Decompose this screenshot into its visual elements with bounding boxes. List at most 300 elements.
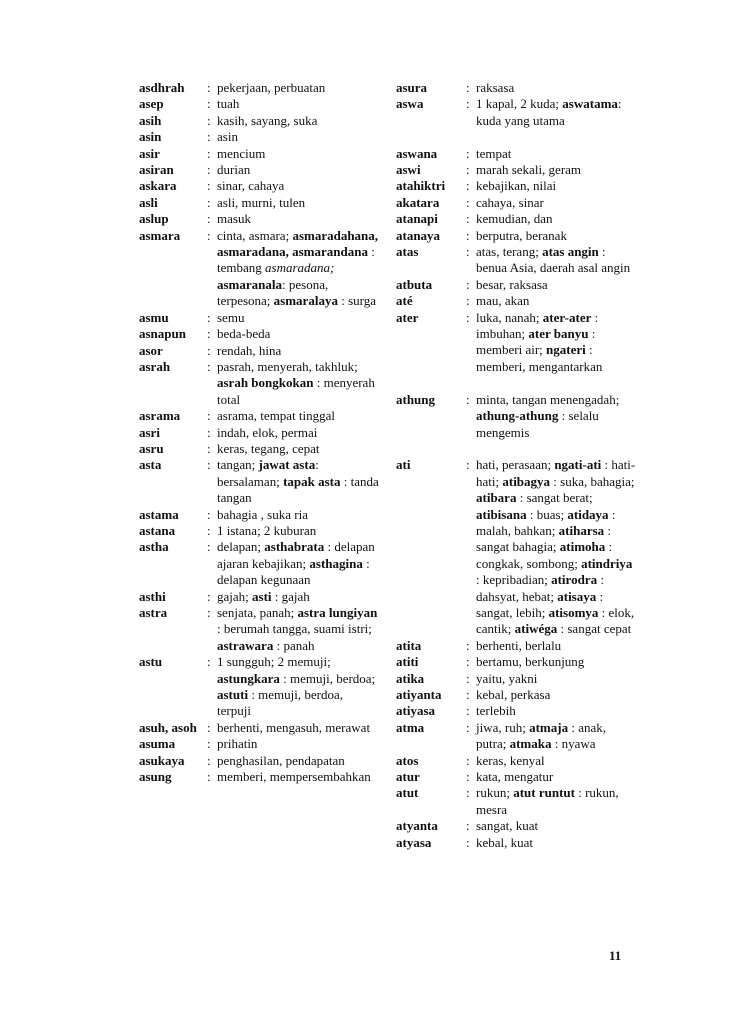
definition	[217, 507, 379, 523]
definition-text: : buas;	[526, 506, 568, 522]
derived-term: atisomya	[548, 604, 599, 620]
definition-text: tangan;	[217, 457, 259, 473]
derived-term: atibagya	[502, 473, 551, 489]
definition	[476, 753, 636, 769]
definition-text: jiwa, ruh;	[476, 719, 530, 735]
definition-text: pekerjaan, perbuatan	[217, 80, 326, 95]
separator-colon: :	[207, 736, 211, 752]
headword: astana	[139, 522, 176, 538]
dictionary-entry	[139, 326, 379, 342]
headword: asor	[139, 342, 163, 358]
headword: asdhrah	[139, 80, 185, 95]
definition-text: : delapan kegunaan	[217, 555, 370, 588]
headword: asep	[139, 96, 164, 112]
headword: aswa	[396, 96, 424, 112]
dictionary-entry	[396, 178, 636, 194]
dictionary-entry	[139, 457, 379, 506]
definition-text: kebal, kuat	[476, 834, 534, 850]
headword: asmu	[139, 309, 169, 325]
headword: aswi	[396, 162, 421, 178]
dictionary-entry	[396, 753, 636, 769]
definition-text: delapan;	[217, 539, 265, 555]
definition	[217, 457, 379, 506]
definition-text: atas, terang;	[476, 244, 543, 260]
separator-colon: :	[466, 227, 470, 243]
definition-text: : rukun, mesra	[476, 785, 619, 817]
dictionary-entry	[396, 244, 636, 277]
derived-term: atibara	[476, 490, 517, 506]
separator-colon: :	[466, 457, 470, 473]
definition	[476, 195, 636, 211]
dictionary-entry	[139, 753, 379, 769]
definition-text: asin	[217, 129, 238, 145]
definition	[217, 720, 379, 736]
definition-text: yaitu, yakni	[476, 670, 538, 686]
definition	[476, 96, 636, 129]
dictionary-entry	[396, 654, 636, 670]
left-column	[139, 80, 379, 785]
definition-text: berhenti, berlalu	[476, 637, 562, 653]
dictionary-entry	[396, 392, 636, 441]
derived-term: astra lungiyan	[297, 605, 378, 620]
headword: askara	[139, 178, 177, 194]
definition-text: bahagia , suka ria	[217, 506, 308, 522]
derived-term: atirodra	[551, 572, 598, 588]
derived-term: atimoha	[559, 539, 606, 555]
definition	[217, 769, 379, 785]
derived-term: astrawara	[217, 637, 274, 653]
separator-colon: :	[207, 588, 211, 604]
separator-colon: :	[207, 457, 211, 473]
headword: asura	[396, 80, 428, 95]
definition	[217, 310, 379, 326]
definition-text: tuah	[217, 96, 240, 112]
dictionary-entry	[396, 769, 636, 785]
definition	[476, 457, 636, 637]
headword: ati	[396, 457, 411, 473]
headword: asung	[139, 769, 172, 785]
derived-term: aswatama	[562, 96, 618, 112]
dictionary-entry	[139, 146, 379, 162]
separator-colon: :	[466, 670, 470, 686]
separator-colon: :	[207, 112, 211, 128]
dictionary-entry	[139, 228, 379, 310]
definition	[476, 277, 636, 293]
definition	[476, 178, 636, 194]
definition	[476, 211, 636, 227]
dictionary-entry	[396, 310, 636, 376]
definition-text: sinar, cahaya	[217, 178, 285, 194]
definition	[217, 441, 379, 457]
dictionary-entry	[396, 457, 636, 637]
separator-colon: :	[466, 276, 470, 292]
definition-text: : sangat cepat	[557, 621, 632, 637]
separator-colon: :	[466, 654, 470, 670]
definition	[217, 359, 379, 408]
definition	[217, 539, 379, 588]
dictionary-entry	[396, 687, 636, 703]
separator-colon: :	[466, 145, 470, 161]
headword: athung	[396, 391, 436, 407]
dictionary-entry	[139, 211, 379, 227]
derived-term: atidaya	[567, 506, 609, 522]
headword: atiti	[396, 654, 419, 670]
derived-term: athung-athung	[476, 408, 559, 424]
headword: asrama	[139, 408, 181, 424]
dictionary-entry	[396, 80, 636, 96]
headword: asir	[139, 145, 160, 161]
separator-colon: :	[466, 752, 470, 768]
definition-text: : berumah tangga, suami istri;	[217, 621, 372, 637]
derived-term: atas angin	[542, 244, 599, 260]
separator-colon: :	[466, 244, 470, 260]
headword: asta	[139, 457, 162, 473]
dictionary-entry	[139, 195, 379, 211]
definition-text: : memberi, mengantarkan	[476, 342, 603, 374]
definition-text: : anak, putra;	[476, 719, 606, 752]
definition-text: mencium	[217, 145, 266, 161]
definition-text: : suka, bahagia;	[550, 473, 635, 489]
separator-colon: :	[466, 194, 470, 210]
dictionary-entry	[396, 835, 636, 851]
definition-text: rendah, hina	[217, 342, 282, 358]
dictionary-entry	[139, 589, 379, 605]
definition	[476, 80, 636, 96]
definition-text: : kepribadian;	[476, 572, 552, 588]
separator-colon: :	[207, 440, 211, 456]
definition	[476, 835, 636, 851]
headword: asli	[139, 194, 158, 210]
definition-text: berputra, beranak	[476, 227, 567, 243]
headword: atita	[396, 637, 422, 653]
definition	[217, 425, 379, 441]
headword: aslup	[139, 211, 169, 227]
separator-colon: :	[207, 129, 211, 145]
definition	[217, 589, 379, 605]
definition-text: : hati-hati;	[476, 457, 636, 489]
definition-text: : memuji, berdoa, terpuji	[217, 687, 344, 719]
separator-colon: :	[207, 309, 211, 325]
dictionary-entry	[396, 293, 636, 309]
dictionary-entry	[139, 113, 379, 129]
dictionary-entry	[396, 211, 636, 227]
derived-term: asmaradahana, asmaradana, asmarandana	[217, 227, 379, 260]
derived-term: astungkara	[217, 670, 280, 686]
headword: asru	[139, 440, 164, 456]
definition-text: prihatin	[217, 736, 258, 752]
definition-text: kata, mengatur	[476, 769, 554, 785]
headword: atbuta	[396, 276, 433, 292]
headword: atiyanta	[396, 686, 442, 702]
definition	[217, 654, 379, 720]
separator-colon: :	[207, 342, 211, 358]
dictionary-entry	[396, 703, 636, 719]
headword: atyasa	[396, 834, 432, 850]
definition-text: : nyawa	[551, 736, 596, 752]
definition-text: : sangat bahagia;	[476, 522, 612, 555]
derived-term: atmaka	[509, 736, 552, 752]
dictionary-entry	[139, 507, 379, 523]
definition-text: : benua Asia, daerah asal angin	[476, 244, 631, 276]
headword: astama	[139, 506, 179, 522]
definition	[217, 96, 379, 112]
definition-text: marah sekali, geram	[476, 162, 582, 178]
separator-colon: :	[466, 293, 470, 309]
headword: asrah	[139, 358, 171, 374]
separator-colon: :	[207, 654, 211, 670]
dictionary-entry	[396, 277, 636, 293]
separator-colon: :	[466, 703, 470, 719]
definition-text: cahaya, sinar	[476, 194, 544, 210]
definition-text: : surga	[337, 293, 376, 309]
definition-text: rukun;	[476, 785, 514, 801]
separator-colon: :	[207, 506, 211, 522]
headword: atma	[396, 719, 425, 735]
dictionary-entry	[396, 785, 636, 818]
derived-term: atut runtut	[513, 785, 575, 801]
definition	[476, 818, 636, 834]
dictionary-entry	[139, 523, 379, 539]
separator-colon: :	[207, 769, 211, 785]
derived-term: atmaja	[529, 719, 569, 735]
headword: astu	[139, 654, 163, 670]
dictionary-entry	[139, 96, 379, 112]
separator-colon: :	[207, 424, 211, 440]
derived-term: tapak asta	[283, 473, 341, 489]
definition	[217, 162, 379, 178]
right-column	[396, 80, 636, 851]
definition	[476, 146, 636, 162]
headword: asnapun	[139, 326, 186, 342]
separator-colon: :	[466, 211, 470, 227]
definition-text: keras, tegang, cepat	[217, 440, 320, 456]
headword: asuma	[139, 736, 176, 752]
separator-colon: :	[466, 785, 470, 801]
headword: aswana	[396, 145, 438, 161]
dictionary-entry	[396, 146, 636, 162]
separator-colon: :	[207, 408, 211, 424]
definition-text: indah, elok, permai	[217, 424, 318, 440]
headword: asthi	[139, 588, 166, 604]
dictionary-entry	[139, 605, 379, 654]
definition	[217, 178, 379, 194]
definition-text: : tanda tangan	[217, 473, 379, 506]
derived-term: atisaya	[557, 588, 597, 604]
separator-colon: :	[466, 834, 470, 850]
separator-colon: :	[466, 80, 470, 95]
dictionary-entry	[396, 671, 636, 687]
dictionary-entry	[396, 162, 636, 178]
dictionary-entry	[139, 310, 379, 326]
headword: ater	[396, 309, 419, 325]
headword: atyanta	[396, 818, 438, 834]
derived-term: astuti	[217, 687, 249, 703]
definition	[217, 408, 379, 424]
headword: atiyasa	[396, 703, 435, 719]
dictionary-entry	[139, 539, 379, 588]
definition-text: penghasilan, pendapatan	[217, 752, 345, 768]
derived-term: atiwéga	[514, 621, 558, 637]
definition-text: senjata, panah;	[217, 605, 298, 620]
definition-text: asrama, tempat tinggal	[217, 408, 336, 424]
dictionary-entry	[139, 178, 379, 194]
definition-text: : kuda yang utama	[476, 96, 622, 128]
separator-colon: :	[466, 719, 470, 735]
definition-text: mau, akan	[476, 293, 530, 309]
derived-term: asthabrata	[264, 539, 325, 555]
definition-text: semu	[217, 309, 245, 325]
definition	[476, 785, 636, 818]
definition-text: 1 kapal, 2 kuda;	[476, 96, 563, 112]
separator-colon: :	[207, 719, 211, 735]
definition-text: kebal, perkasa	[476, 686, 551, 702]
definition	[476, 293, 636, 309]
dictionary-entry	[396, 195, 636, 211]
definition	[217, 80, 379, 96]
separator-colon: :	[207, 162, 211, 178]
separator-colon: :	[466, 637, 470, 653]
definition	[476, 720, 636, 753]
definition-text: asli, murni, tulen	[217, 194, 306, 210]
definition	[476, 310, 636, 376]
definition-text: beda-beda	[217, 326, 271, 342]
headword: asmara	[139, 227, 181, 243]
definition	[217, 605, 379, 654]
headword: asri	[139, 424, 160, 440]
separator-colon: :	[466, 769, 470, 785]
definition-text: : delapan ajaran kebajikan;	[217, 539, 375, 571]
dictionary-entry	[139, 769, 379, 785]
derived-term: asmaranala	[217, 276, 282, 292]
definition-text: masuk	[217, 211, 251, 227]
dictionary-entry	[139, 736, 379, 752]
separator-colon: :	[207, 178, 211, 194]
definition-text: terlebih	[476, 703, 516, 719]
definition	[476, 392, 636, 441]
definition-text: : elok, cantik;	[476, 604, 635, 637]
dictionary-entry	[396, 228, 636, 244]
derived-term: asti	[252, 588, 272, 604]
definition	[217, 753, 379, 769]
definition	[217, 343, 379, 359]
definition-text: : sangat, lebih;	[476, 588, 604, 620]
dictionary-entry	[139, 654, 379, 720]
definition-text: cinta, asmara;	[217, 227, 293, 243]
definition-text: kemudian, dan	[476, 211, 553, 227]
separator-colon: :	[207, 358, 211, 374]
separator-colon: :	[207, 194, 211, 210]
headword: asukaya	[139, 752, 185, 768]
definition	[476, 671, 636, 687]
definition-text: 1 sungguh; 2 memuji;	[217, 654, 331, 670]
definition-text: : imbuhan;	[476, 309, 599, 342]
derived-term: ngateri	[546, 342, 586, 358]
definition-text: : bersalaman;	[217, 457, 319, 489]
definition-text: : pesona, terpesona;	[217, 276, 329, 309]
headword: asuh, asoh	[139, 719, 197, 735]
derived-term: ater banyu	[528, 326, 589, 342]
derived-term: jawat asta	[258, 457, 316, 473]
dictionary-entry	[139, 425, 379, 441]
dictionary-entry	[139, 408, 379, 424]
headword: atanaya	[396, 227, 441, 243]
definition-text: : memberi air;	[476, 326, 596, 358]
separator-colon: :	[207, 211, 211, 227]
headword: atas	[396, 244, 419, 260]
headword: atut	[396, 785, 419, 801]
definition-text: tempat	[476, 145, 512, 161]
definition-text: hati, perasaan;	[476, 457, 555, 473]
dictionary-entry	[139, 129, 379, 145]
definition-text: : memuji, berdoa;	[279, 670, 376, 686]
definition-text: bertamu, berkunjung	[476, 654, 585, 670]
headword: atika	[396, 670, 425, 686]
dictionary-entry	[396, 720, 636, 753]
derived-term: atibisana	[476, 506, 527, 522]
dictionary-entry	[139, 359, 379, 408]
separator-colon: :	[207, 539, 211, 555]
headword: atahiktri	[396, 178, 446, 194]
definition-text: keras, kenyal	[476, 752, 545, 768]
derived-term: ngati-ati	[554, 457, 602, 473]
definition	[476, 244, 636, 277]
definition-text: memberi, mempersembahkan	[217, 769, 371, 785]
definition	[476, 638, 636, 654]
definition-text: durian	[217, 162, 251, 178]
headword: atur	[396, 769, 420, 785]
definition-text: : gajah	[271, 588, 310, 604]
headword: atanapi	[396, 211, 438, 227]
definition	[217, 195, 379, 211]
separator-colon: :	[466, 309, 470, 325]
definition-text: : sangat berat;	[516, 490, 593, 506]
separator-colon: :	[207, 605, 211, 620]
definition-text: : congkak, sombong;	[476, 539, 613, 571]
derived-term: asrah bongkokan	[217, 375, 314, 391]
definition	[476, 654, 636, 670]
separator-colon: :	[466, 178, 470, 194]
definition	[476, 769, 636, 785]
definition	[476, 228, 636, 244]
dictionary-entry	[396, 96, 636, 129]
separator-colon: :	[207, 96, 211, 112]
separator-colon: :	[207, 80, 211, 95]
definition	[476, 703, 636, 719]
dictionary-entry	[396, 818, 636, 834]
definition	[476, 687, 636, 703]
separator-colon: :	[207, 145, 211, 161]
separator-colon: :	[466, 162, 470, 178]
separator-colon: :	[207, 326, 211, 342]
definition-text: minta, tangan menengadah;	[476, 391, 620, 407]
derived-term: asthagina	[309, 555, 363, 571]
dictionary-entry	[396, 638, 636, 654]
definition-text: kasih, sayang, suka	[217, 112, 318, 128]
definition-text: : tembang	[217, 244, 375, 276]
definition-text: kebajikan, nilai	[476, 178, 557, 194]
definition	[217, 211, 379, 227]
derived-term: atindriya	[581, 555, 633, 571]
definition	[217, 146, 379, 162]
headword: até	[396, 293, 413, 309]
separator-colon: :	[466, 391, 470, 407]
definition-text: : dahsyat, hebat;	[476, 572, 604, 604]
definition-text: raksasa	[476, 80, 515, 95]
dictionary-entry	[139, 441, 379, 457]
separator-colon: :	[207, 752, 211, 768]
headword: astha	[139, 539, 169, 555]
definition-text: gajah;	[217, 588, 253, 604]
